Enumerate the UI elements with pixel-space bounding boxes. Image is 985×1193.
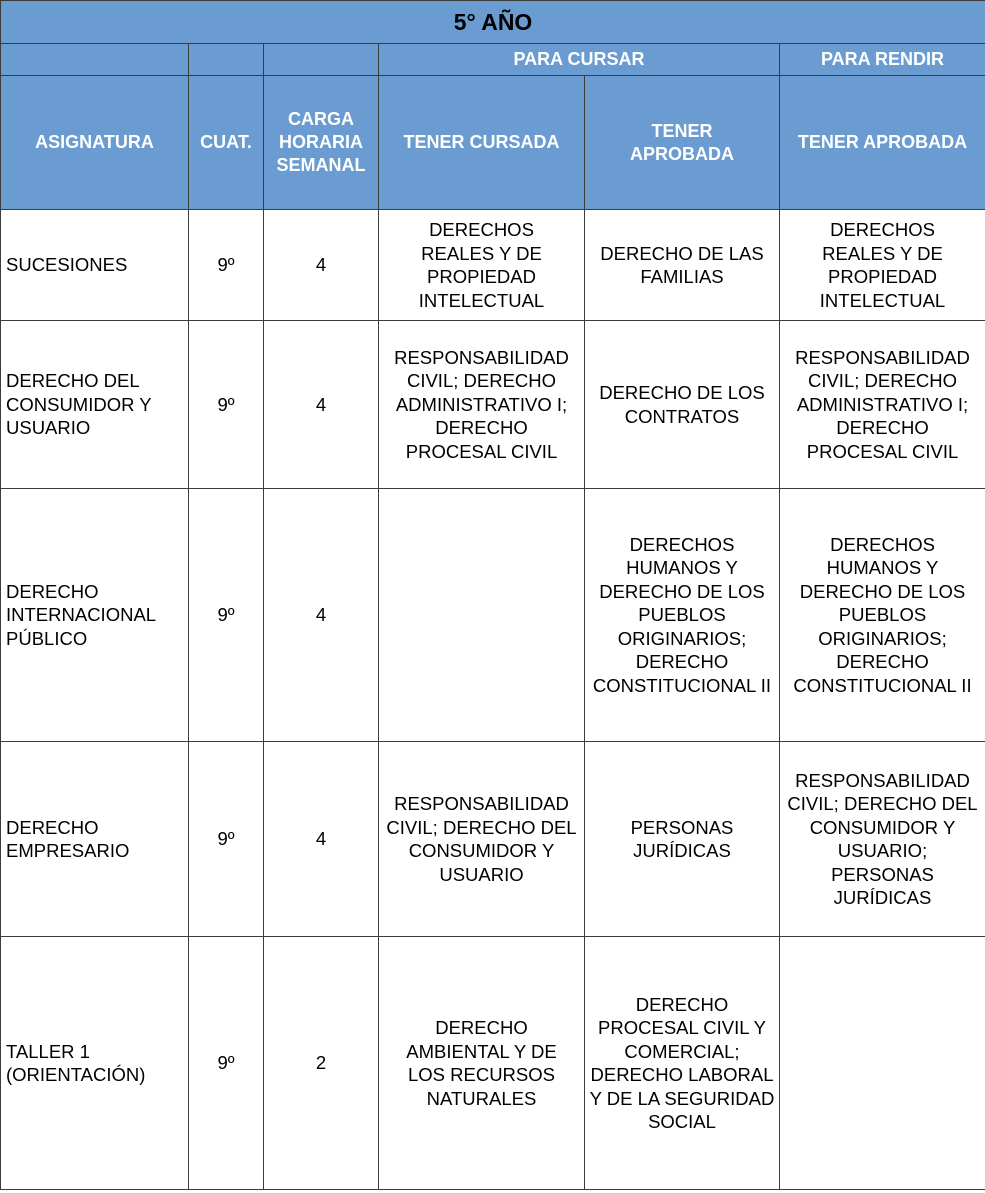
cell-cuat: 9º (189, 742, 264, 937)
cell-tener-cursada: RESPONSABILIDAD CIVIL; DERECHO DEL CONSUMIDOR Y USUARIO (379, 742, 585, 937)
column-header-tener-cursada: TENER CURSADA (379, 76, 585, 210)
group-header-blank (264, 44, 379, 76)
cell-asignatura: TALLER 1 (ORIENTACIÓN) (1, 937, 189, 1190)
table-row (1, 489, 985, 742)
cell-carga: 4 (264, 321, 379, 489)
cell-carga: 2 (264, 937, 379, 1190)
cell-tener-aprobada-rendir: RESPONSABILIDAD CIVIL; DERECHO ADMINISTRATIVO I; DERECHO PROCESAL CIVIL (780, 321, 985, 489)
group-header-para-rendir: PARA RENDIR (780, 44, 985, 76)
table-row (1, 937, 985, 1190)
table-row (1, 321, 985, 489)
column-header-tener-aprobada-rendir: TENER APROBADA (780, 76, 985, 210)
cell-cuat: 9º (189, 210, 264, 321)
column-header-cuat: CUAT. (189, 76, 264, 210)
cell-tener-aprobada-rendir: DERECHOS HUMANOS Y DERECHO DE LOS PUEBLOS ORIGINARIOS; DERECHO CONSTITUCIONAL II (780, 489, 985, 742)
cell-tener-cursada: DERECHOS REALES Y DE PROPIEDAD INTELECTUAL (379, 210, 585, 321)
table-row (1, 210, 985, 321)
cell-tener-aprobada: DERECHO DE LOS CONTRATOS (585, 321, 780, 489)
cell-cuat: 9º (189, 489, 264, 742)
column-header-tener-aprobada: TENER APROBADA (585, 76, 780, 210)
cell-carga: 4 (264, 210, 379, 321)
cell-asignatura: DERECHO DEL CONSUMIDOR Y USUARIO (1, 321, 189, 489)
column-header-carga-horaria: CARGA HORARIA SEMANAL (264, 76, 379, 210)
cell-tener-aprobada: DERECHO PROCESAL CIVIL Y COMERCIAL; DERECHO LABORAL Y DE LA SEGURIDAD SOCIAL (585, 937, 780, 1190)
group-header-blank (1, 44, 189, 76)
cell-asignatura: SUCESIONES (1, 210, 189, 321)
cell-carga: 4 (264, 489, 379, 742)
cell-tener-aprobada-rendir: DERECHOS REALES Y DE PROPIEDAD INTELECTUAL (780, 210, 985, 321)
table-row (1, 742, 985, 937)
cell-tener-aprobada: PERSONAS JURÍDICAS (585, 742, 780, 937)
cell-tener-cursada: RESPONSABILIDAD CIVIL; DERECHO ADMINISTRATIVO I; DERECHO PROCESAL CIVIL (379, 321, 585, 489)
cell-tener-aprobada: DERECHO DE LAS FAMILIAS (585, 210, 780, 321)
cell-cuat: 9º (189, 937, 264, 1190)
cell-asignatura: DERECHO INTERNACIONAL PÚBLICO (1, 489, 189, 742)
cell-cuat: 9º (189, 321, 264, 489)
group-header-para-cursar: PARA CURSAR (379, 44, 780, 76)
table-title: 5° AÑO (1, 1, 985, 44)
cell-tener-aprobada-rendir: RESPONSABILIDAD CIVIL; DERECHO DEL CONSUMIDOR Y USUARIO; PERSONAS JURÍDICAS (780, 742, 985, 937)
cell-tener-cursada (379, 489, 585, 742)
cell-carga: 4 (264, 742, 379, 937)
cell-asignatura: DERECHO EMPRESARIO (1, 742, 189, 937)
column-header-asignatura: ASIGNATURA (1, 76, 189, 210)
cell-tener-aprobada: DERECHOS HUMANOS Y DERECHO DE LOS PUEBLOS ORIGINARIOS; DERECHO CONSTITUCIONAL II (585, 489, 780, 742)
group-header-blank (189, 44, 264, 76)
cell-tener-cursada: DERECHO AMBIENTAL Y DE LOS RECURSOS NATURALES (379, 937, 585, 1190)
cell-tener-aprobada-rendir (780, 937, 985, 1190)
